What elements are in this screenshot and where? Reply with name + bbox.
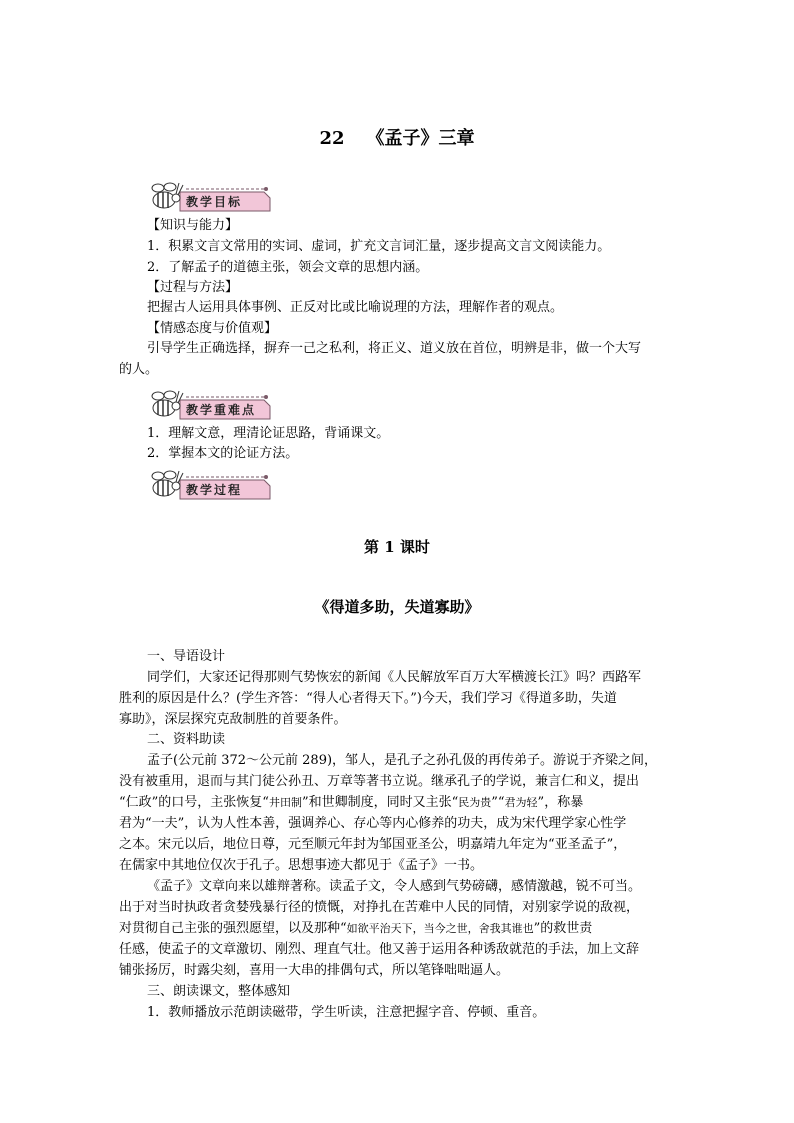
para-1-line-c: 寡助》，深层探究克敌制胜的首要条件。 (119, 712, 347, 727)
text-segment: ”和世卿制度，同时又主张“ (301, 795, 459, 810)
badge-key-points (146, 386, 274, 422)
text-segment-small: 民为贵 (458, 796, 492, 809)
goals-heading-process: 【过程与方法】 (147, 280, 239, 295)
lesson-period: 第 1 课时 (364, 538, 430, 556)
text-segment: ”“ (491, 795, 505, 810)
text-segment-small: 井田制 (268, 796, 302, 809)
badge-label: 教学重难点 (186, 403, 257, 417)
badge-label: 教学目标 (186, 195, 243, 209)
text-segment-small: 君为轻 (504, 796, 538, 809)
badge-label: 教学过程 (186, 483, 243, 497)
lesson-number: 22 (319, 128, 345, 149)
badge-process (146, 466, 274, 502)
bee-icon (146, 386, 186, 422)
goals-line-4a: 引导学生正确选择，摒弃一己之私利，将正义、道义放在首位，明辨是非，做一个大写 (147, 341, 642, 356)
goals-line-4b: 的人。 (119, 362, 159, 377)
goals-heading-knowledge: 【知识与能力】 (147, 218, 239, 233)
para-2-line-3 (119, 793, 583, 812)
text-segment: “仁政”的口号，主张恢复“ (119, 795, 269, 810)
text-segment: ”，称暴 (537, 795, 584, 810)
para-3-line-2: 出于对当时执政者贪婪残暴行径的愤慨，对挣扎在苦难中人民的同情，对别家学说的敌视， (119, 900, 640, 915)
page-title (0, 124, 794, 150)
lesson-subtitle: 《得道多助，失道寡助》 (314, 598, 480, 616)
goals-line-1: 1．积累文言文常用的实词、虚词，扩充文言词汇量，逐步提高文言文阅读能力。 (147, 239, 611, 254)
key-point-2: 2．掌握本文的论证方法。 (147, 446, 299, 461)
para-1-line-a: 同学们，大家还记得那则气势恢宏的新闻《人民解放军百万大军横渡长江》吗？西路军 (147, 670, 642, 685)
badge-teaching-goals (146, 178, 274, 214)
goals-line-3: 把握古人运用具体事例、正反对比或比喻说理的方法，理解作者的观点。 (147, 300, 564, 315)
text-segment-small: 如欲平治天下，当今之世，舍我其谁也 (346, 922, 534, 935)
bee-icon (146, 466, 186, 502)
text-segment: ”的救世责 (533, 921, 593, 936)
para-3-line-5: 铺张扬厉，时露尖刻，喜用一大串的排偶句式，所以笔锋咄咄逼人。 (119, 963, 510, 978)
key-point-1: 1．理解文意，理清论证思路，背诵课文。 (147, 426, 390, 441)
bee-icon (146, 178, 186, 214)
section-3-line-1: 1．教师播放示范朗读磁带，学生听读，注意把握字音、停顿、重音。 (147, 1005, 546, 1020)
goals-line-2: 2．了解孟子的道德主张，领会文章的思想内涵。 (147, 260, 429, 275)
para-2-line-1: 孟子(公元前 372～公元前 289)，邹人，是孔子之孙孔伋的再传弟子。游说于齐梁之间， (147, 753, 658, 768)
text-segment: 对贯彻自己主张的强烈愿望，以及那种“ (119, 921, 347, 936)
section-2-heading: 二、资料助读 (147, 732, 226, 747)
para-2-line-2: 没有被重用，退而与其门徒公孙丑、万章等著书立说。继承孔子的学说，兼言仁和义，提出 (119, 774, 640, 789)
section-3-heading: 三、朗读课文，整体感知 (147, 984, 291, 999)
para-2-line-4: 君为“一夫”，认为人性本善，强调养心、存心等内心修养的功夫，成为宋代理学家心性学 (119, 816, 627, 831)
para-2-line-5: 之本。宋元以后，地位日尊，元至顺元年封为邹国亚圣公，明嘉靖九年定为“亚圣孟子”， (119, 837, 627, 852)
para-3-line-3 (119, 919, 592, 938)
para-3-line-1: 《孟子》文章向来以雄辩著称。读孟子文，令人感到气势磅礴，感情激越，锐不可当。 (147, 879, 642, 894)
lesson-title: 《孟子》三章 (366, 128, 475, 149)
para-1-line-b: 胜利的原因是什么？(学生齐答：“得人心者得天下。”)今天，我们学习《得道多助，失道 (119, 691, 617, 706)
para-2-line-6: 在儒家中其地位仅次于孔子。思想事迹大都见于《孟子》一书。 (119, 858, 484, 873)
goals-heading-emotion: 【情感态度与价值观】 (147, 321, 278, 336)
section-1-heading: 一、导语设计 (147, 649, 226, 664)
para-3-line-4: 任感，使孟子的文章激切、刚烈、理直气壮。他又善于运用各种诱敌就范的手法，加上文辞 (119, 942, 640, 957)
